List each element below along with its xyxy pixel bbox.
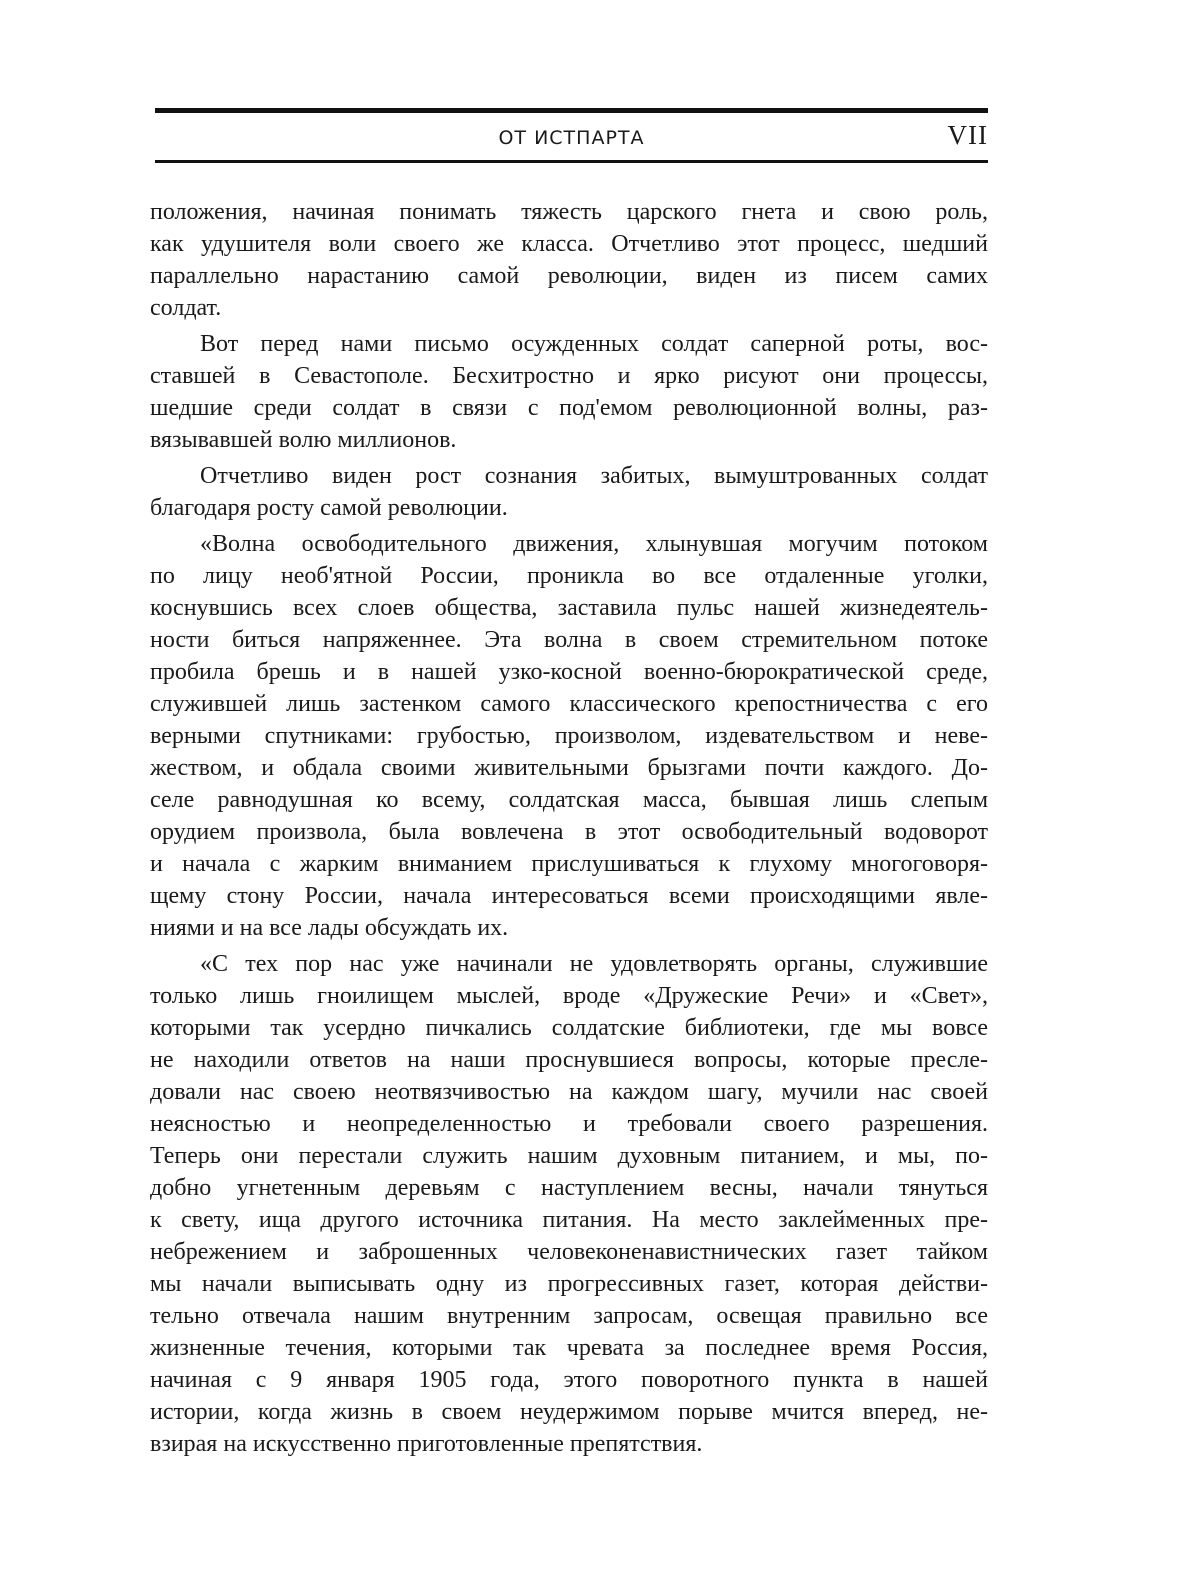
text-line: положения, начиная понимать тяжесть царского гнета и свою роль, xyxy=(150,199,988,225)
text-line: к свету, ища другого источника питания. На место заклейменных пре- xyxy=(150,1207,988,1233)
text-line: шедшие среди солдат в связи с под'емом революционной волны, раз- xyxy=(150,395,988,421)
text-line: Вот перед нами письмо осужденных солдат саперной роты, вос- xyxy=(200,331,988,357)
text-line: «Волна освободительного движения, хлынувшая могучим потоком xyxy=(200,531,988,557)
text-line: Теперь они перестали служить нашим духовным питанием, и мы, по- xyxy=(150,1143,988,1169)
header-rule-top xyxy=(155,108,988,113)
text-line: пробила брешь и в нашей узко-косной военно-бюрократической среде, xyxy=(150,659,988,685)
text-line: «С тех пор нас уже начинали не удовлетворять органы, служившие xyxy=(200,951,988,977)
paragraph xyxy=(150,328,988,456)
text-line: жеством, и обдала своими живительными брызгами почти каждого. До- xyxy=(150,755,988,781)
text-line: орудием произвола, была вовлечена в этот освободительный водоворот xyxy=(150,819,988,845)
body-text xyxy=(150,196,988,1460)
running-header-title: ОТ ИСТПАРТА xyxy=(498,127,645,149)
text-line: мы начали выписывать одну из прогрессивных газет, которая действи- xyxy=(150,1271,988,1297)
text-line: неясностью и неопределенностью и требовали своего разрешения. xyxy=(150,1111,988,1137)
text-line: ниями и на все лады обсуждать их. xyxy=(150,915,509,941)
text-line: параллельно нарастанию самой революции, виден из писем самих xyxy=(150,263,988,289)
text-line: служившей лишь застенком самого классического крепостничества с его xyxy=(150,691,988,717)
paragraph xyxy=(150,948,988,1460)
text-line: Отчетливо виден рост сознания забитых, вымуштрованных солдат xyxy=(200,463,988,489)
text-line: по лицу необ'ятной России, проникла во все отдаленные уголки, xyxy=(150,563,988,589)
text-line: щему стону России, начала интересоваться всеми происходящими явле- xyxy=(150,883,988,909)
text-line: солдат. xyxy=(150,295,222,321)
text-line: довали нас своею неотвязчивостью на каждом шагу, мучили нас своей xyxy=(150,1079,988,1105)
paragraph xyxy=(150,460,988,524)
text-line: только лишь гноилищем мыслей, вроде «Дружеские Речи» и «Свет», xyxy=(150,983,988,1009)
text-line: начиная с 9 января 1905 года, этого поворотного пункта в нашей xyxy=(150,1367,988,1393)
text-line: как удушителя воли своего же класса. Отчетливо этот процесс, шедший xyxy=(150,231,988,257)
text-line: благодаря росту самой революции. xyxy=(150,495,508,521)
text-line: вязывавшей волю миллионов. xyxy=(150,427,457,453)
text-line: верными спутниками: грубостью, произволом, издевательством и неве- xyxy=(150,723,988,749)
text-line: небрежением и заброшенных человеконенавистнических газет тайком xyxy=(150,1239,988,1265)
header-rule-bottom xyxy=(155,160,988,163)
text-line: взирая на искусственно приготовленные препятствия. xyxy=(150,1431,703,1457)
text-line: и начала с жарким вниманием прислушиваться к глухому многоговоря- xyxy=(150,851,988,877)
text-line: добно угнетенным деревьям с наступлением весны, начали тянуться xyxy=(150,1175,988,1201)
text-line: которыми так усердно пичкались солдатские библиотеки, где мы вовсе xyxy=(150,1015,988,1041)
text-line: тельно отвечала нашим внутренним запросам, освещая правильно все xyxy=(150,1303,988,1329)
text-line: ставшей в Севастополе. Бесхитростно и ярко рисуют они процессы, xyxy=(150,363,988,389)
text-line: коснувшись всех слоев общества, заставила пульс нашей жизнедеятель- xyxy=(150,595,988,621)
text-line: ности биться напряженнее. Эта волна в своем стремительном потоке xyxy=(150,627,988,653)
paragraph xyxy=(150,196,988,324)
text-line: селе равнодушная ко всему, солдатская масса, бывшая лишь слепым xyxy=(150,787,988,813)
page-number: VII xyxy=(947,120,988,150)
text-line: жизненные течения, которыми так чревата за последнее время Россия, xyxy=(150,1335,988,1361)
running-header xyxy=(155,116,988,158)
paragraph xyxy=(150,528,988,944)
text-line: истории, когда жизнь в своем неудержимом порыве мчится вперед, не- xyxy=(150,1399,988,1425)
text-line: не находили ответов на наши проснувшиеся вопросы, которые пресле- xyxy=(150,1047,988,1073)
